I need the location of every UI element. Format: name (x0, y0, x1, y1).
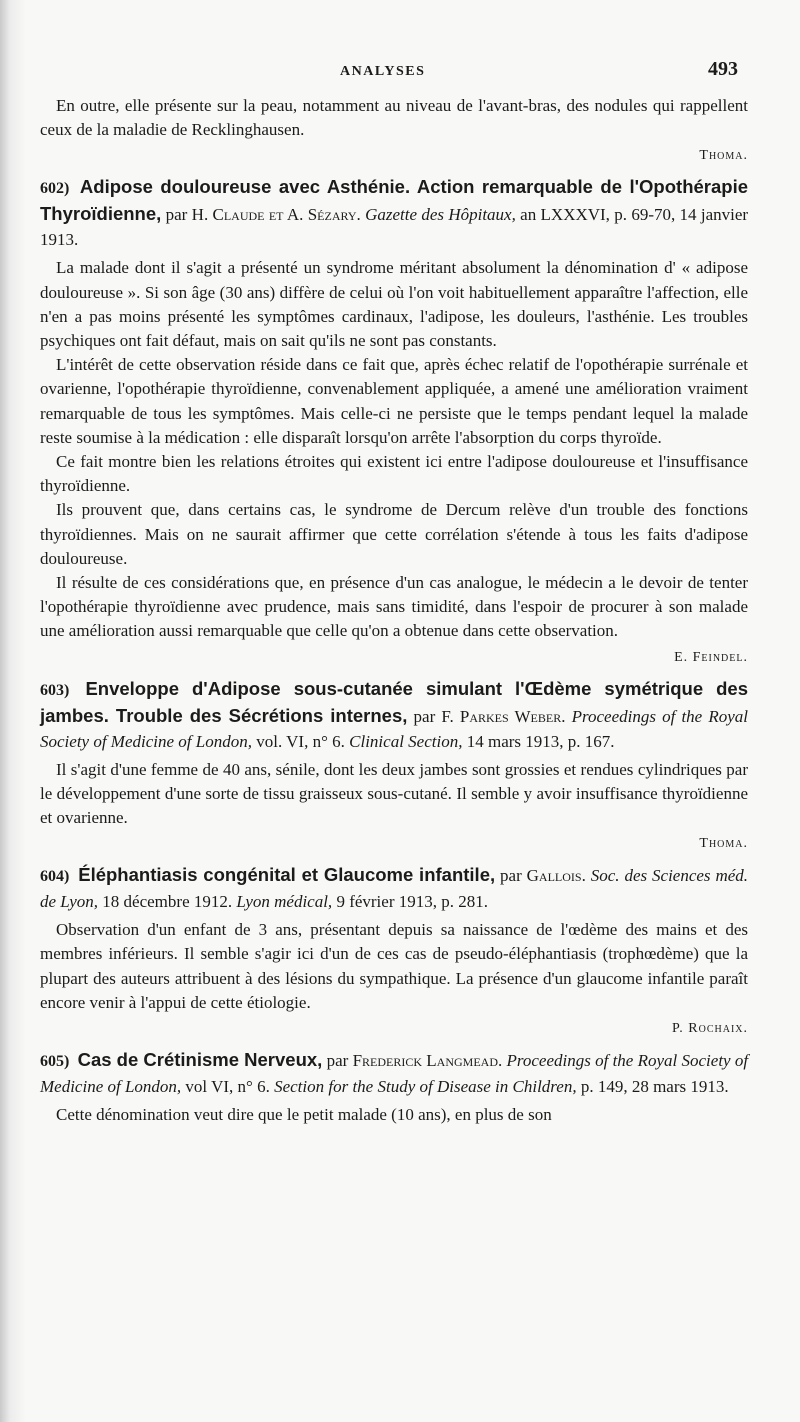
entry-paragraph: Cette dénomination veut dire que le petit malade (10 ans), en plus de son (56, 1105, 552, 1125)
entry-source-section: Clinical Section, (349, 731, 463, 751)
page-content (40, 94, 748, 1127)
entry-paragraph: L'intérêt de cette observation réside dans ce fait que, après échec relatif de l'opothérapie surrénale et ovarienne, l'opothérapie thyroïdienne, convenablement appliquée, a amené une amélioration vraiment remarquable de tous les symptômes. Mais celle-ci ne persiste que le temps pendant lequel la malade reste soumise à la médication : elle disparaît lorsqu'on arrête l'absorption du corps thyroïde. (40, 355, 748, 447)
entry-authors: Gallois. (526, 866, 586, 886)
entry-source-journal: Lyon médical, (236, 892, 333, 912)
entry-by: par (326, 1051, 349, 1071)
running-header (0, 58, 800, 88)
entry-source: Proceedings of the Royal Society of Medicine of London, (40, 1051, 749, 1097)
entry-heading (40, 862, 748, 914)
entry-details-date: 14 mars 1913, p. 167. (466, 731, 615, 751)
entry-authors: Frederick Langmead. (352, 1051, 503, 1071)
continuation-paragraph: En outre, elle présente sur la peau, notamment au niveau de l'avant-bras, des nodules qui rappellent ceux de la maladie de Recklinghausen. (40, 96, 748, 140)
page-number: 493 (708, 58, 738, 80)
entry-source: Proceedings of the Royal Society of Medicine of London, (40, 706, 749, 751)
entry-by: par (500, 866, 522, 886)
entry-details: 18 décembre 1912. (102, 892, 233, 912)
entry-title: Éléphantiasis congénital et Glaucome infantile, (78, 864, 496, 886)
entry-details-date: p. 149, 28 mars 1913. (580, 1077, 729, 1097)
entry-by: par (413, 706, 436, 726)
entry-source: Soc. des Sciences méd. de Lyon, (40, 866, 749, 912)
entry-details-date: 9 février 1913, p. 281. (336, 892, 488, 912)
abstract-entry-605 (40, 1047, 748, 1127)
entry-number: 605) (40, 1053, 70, 1071)
entry-by: par (165, 205, 188, 225)
entry-paragraph: La malade dont il s'agit a présenté un syndrome méritant absolument la dénomination d' « adipose douloureuse ». Si son âge (30 ans) diffère de celui où l'on voit habituellement apparaître l'affection, elle n'en a pas moins présenté les symptômes cardinaux, l'adipose, les douleurs, l'asthénie. Les troubles psychiques ont fait défaut, mais on sait qu'ils ne sont pas constants. (40, 258, 748, 351)
entry-title: Enveloppe d'Adipose sous-cutanée simulant l'Œdème symétrique des jambes. Trouble des Sécrétions internes, (40, 677, 749, 726)
running-title: ANALYSES (340, 64, 426, 79)
signature: P. Rochaix. (672, 1021, 748, 1037)
entry-paragraph: Observation d'un enfant de 3 ans, présentant depuis sa naissance de l'œdème des mains et des membres inférieurs. Il semble s'agir ici d'un de ces cas de pseudo-éléphantiasis (trophœdème) que la plupart des auteurs attribuent à des lésions du sympathique. La présence d'un glaucome infantile paraît encore venir à l'appui de cette étiologie. (40, 920, 748, 1012)
entry-title: Cas de Crétinisme Nerveux, (77, 1049, 323, 1071)
signature: Thoma. (699, 836, 748, 852)
abstract-entry-604 (40, 862, 748, 1041)
abstract-entry-602 (40, 174, 748, 669)
entry-source: Gazette des Hôpitaux, (365, 205, 516, 225)
abstract-entry-603 (40, 676, 748, 857)
entry-number: 603) (40, 681, 70, 699)
entry-source-section: Section for the Study of Disease in Children, (274, 1077, 577, 1097)
entry-details: vol. VI, n° 6. (256, 731, 345, 751)
continuation-block (40, 94, 748, 168)
entry-number: 604) (40, 868, 70, 886)
entry-paragraph: Ils prouvent que, dans certains cas, le syndrome de Dercum relève d'un trouble des fonctions thyroïdiennes. Mais on ne saurait affirmer que cette corrélation s'étende à tous les faits d'adipose douloureuse. (40, 500, 748, 568)
entry-details: an LXXXVI, p. 69-70, 14 janvier 1913. (40, 205, 749, 250)
entry-title: Adipose douloureuse avec Asthénie. Action remarquable de l'Opothérapie Thyroïdienne, (40, 176, 749, 225)
entry-paragraph: Il résulte de ces considérations que, en présence d'un cas analogue, le médecin a le devoir de tenter l'opothérapie thyroïdienne avec prudence, mais sans timidité, dans l'espoir de procurer à son malade une amélioration aussi remarquable que celle qu'on a obtenue dans cette observation. (40, 573, 748, 641)
entry-number: 602) (40, 180, 70, 198)
entry-authors: H. Claude et A. Sézary. (191, 205, 361, 225)
signature: E. Feindel. (674, 649, 748, 665)
entry-heading (40, 174, 748, 252)
entry-details: vol VI, n° 6. (185, 1077, 270, 1097)
entry-paragraph: Ce fait montre bien les relations étroites qui existent ici entre l'adipose douloureuse et l'insuffisance thyroïdienne. (40, 452, 748, 496)
signature: Thoma. (699, 148, 748, 164)
entry-heading (40, 676, 748, 754)
entry-paragraph: Il s'agit d'une femme de 40 ans, sénile, dont les deux jambes sont grossies et rendues cylindriques par le développement d'une sorte de tissu graisseux sous-cutané. Il semble y avoir insuffisance thyroïdienne et ovarienne. (40, 759, 748, 828)
entry-authors: F. Parkes Weber. (441, 706, 566, 726)
entry-heading (40, 1047, 748, 1099)
